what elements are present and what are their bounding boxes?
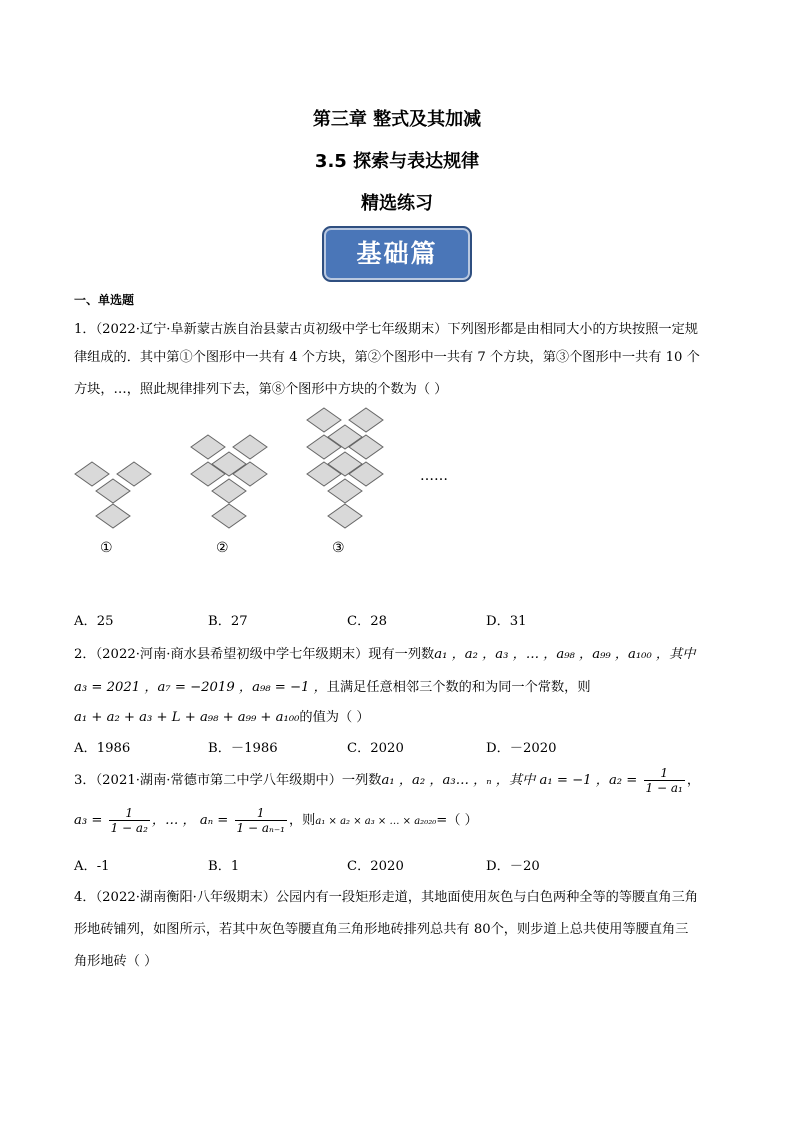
q1-option-c: C．28: [347, 614, 388, 629]
q1-option-b: B．27: [208, 614, 248, 629]
q4-line-2: 形地砖铺列，如图所示，若其中灰色等腰直角三角形地砖排列总共有 80个，则步道上总共使用等腰直角三: [74, 922, 689, 937]
q3-then: ，则: [288, 813, 316, 828]
q2-line-2: [74, 676, 591, 695]
q2-option-a: A．1986: [74, 741, 131, 756]
section-label: 一、单选题: [74, 293, 135, 307]
figure-1-label: ①: [100, 540, 113, 556]
subtitle: 精选练习: [361, 193, 433, 214]
section-title: 3.5 探索与表达规律: [314, 151, 480, 172]
q2-condition: 且满足任意相邻三个数的和为同一个常数，则: [326, 680, 591, 695]
q1-option-a: A．25: [74, 614, 114, 629]
q3-fraction-an: $\frac{1}{\text{1 − aₙ₋₁}}$: [236, 806, 285, 835]
q3-option-b: B．1: [208, 859, 240, 874]
q3-line-2: [74, 806, 478, 835]
q2-line-1: [74, 643, 696, 662]
q3-option-d: D．－20: [486, 859, 540, 874]
figure-ellipsis: ……: [420, 468, 448, 484]
q2-option-d: D．－2020: [486, 741, 557, 756]
q2-sequence: a₁ ，a₂ ，a₃ ，… ，a₉₈ ，a₉₉ ，a₁₀₀ ，其中: [434, 647, 696, 662]
q4-line-1: 4．（2022·湖南衡阳·八年级期末）公园内有一段矩形走道，其地面使用灰色与白色两种全等的等腰直角三角: [74, 890, 698, 905]
q3-stem: 3．（2021·湖南·常德市第二中学八年级期中）一列数: [74, 773, 382, 788]
q1-line-3: 方块，…，照此规律排列下去，第⑧个图形中方块的个数为（ ）: [74, 382, 448, 397]
q2-sum-expression: a₁ + a₂ + a₃ + L + a₉₈ + a₉₉ + a₁₀₀: [74, 710, 300, 725]
figure-2-label: ②: [216, 540, 229, 556]
q1-option-d: D．31: [486, 614, 527, 629]
q3-ask: =（ ）: [436, 813, 478, 828]
q2-given-values: a₃ = 2021 ，a₇ = −2019 ，a₉₈ = −1 ，: [74, 680, 327, 695]
q3-product: a₁ × a₂ × a₃ × … × a₂₀₂₀: [315, 816, 437, 827]
q3-option-a: A．-1: [74, 859, 110, 874]
q3-an-label: ，… ， aₙ =: [151, 813, 229, 828]
q1-line-1: 1．（2022·辽宁·阜新蒙古族自治县蒙古贞初级中学七年级期末）下列图形都是由相同大小的方块按照一定规: [74, 322, 698, 337]
q3-fraction-a2: $\frac{1}{\text{1 − a₁}}$: [645, 766, 683, 795]
figure-3-label: ③: [332, 540, 345, 556]
q2-ask: 的值为（ ）: [299, 710, 370, 725]
chapter-title: 第三章 整式及其加减: [312, 109, 482, 130]
q3-fraction-a3: $\frac{1}{\text{1 − a₂}}$: [110, 806, 148, 835]
q3-option-c: C．2020: [347, 859, 404, 874]
q2-stem: 2．（2022·河南·商水县希望初级中学七年级期末）现有一列数: [74, 647, 435, 662]
q3-line-1: 3．（2021·湖南·常德市第二中学八年级期中）一列数a₁ ，a₂ ，a₃… ，ₙ ，其中 a₁ = −1 ，a₂ = $\frac{1}{\text{1 − a₁}}$ ，: [74, 766, 701, 795]
q2-line-3: [74, 706, 370, 725]
level-badge: 基础篇: [322, 226, 472, 282]
q1-line-2: 律组成的．其中第①个图形中一共有 4 个方块，第②个图形中一共有 7 个方块，第③个图形中一共有 10 个: [74, 350, 700, 365]
q3-sequence: a₁ ，a₂ ，a₃… ，ₙ ，其中 a₁ = −1 ，a₂ =: [381, 773, 638, 788]
q2-option-b: B．－1986: [208, 741, 278, 756]
q3-a3-label: a₃ =: [74, 813, 103, 828]
q4-line-3: 角形地砖（ ）: [74, 954, 158, 969]
q2-option-c: C．2020: [347, 741, 404, 756]
